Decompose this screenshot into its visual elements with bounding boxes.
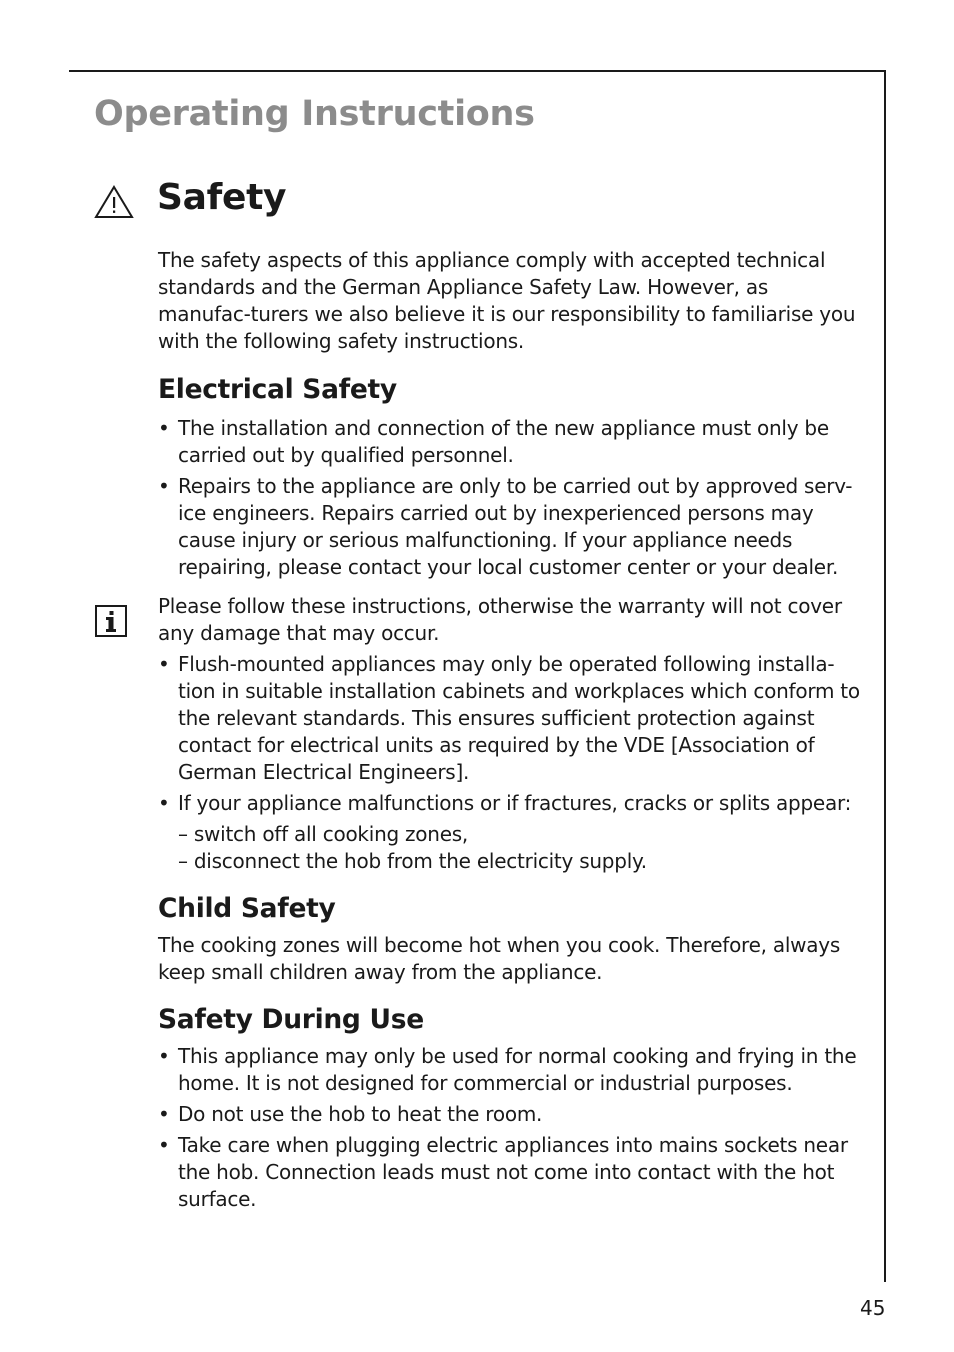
electrical-safety-list-2 bbox=[158, 651, 864, 817]
electrical-safety-heading: Electrical Safety bbox=[158, 374, 397, 405]
list-item: • Do not use the hob to heat the room. bbox=[158, 1101, 864, 1128]
child-safety-heading: Child Safety bbox=[158, 893, 336, 924]
step-item: – switch off all cooking zones, bbox=[178, 822, 469, 846]
safety-during-use-heading: Safety During Use bbox=[158, 1004, 424, 1035]
warning-triangle-icon bbox=[94, 185, 134, 219]
intro-text: The safety aspects of this appliance comply with accepted technical standards and the German Appliance Safety Law. However, as manufac-turers we also believe it is our responsibility to familiarise you with the following safety instructions. bbox=[158, 248, 856, 353]
right-rule bbox=[884, 70, 886, 1282]
list-item: • This appliance may only be used for normal cooking and frying in the home. It is not designed for commercial or industrial purposes. bbox=[158, 1043, 864, 1097]
page-number: 45 bbox=[860, 1296, 886, 1320]
list-item: • The installation and connection of the new appliance must only be carried out by qualified personnel. bbox=[158, 415, 864, 469]
child-safety-text: The cooking zones will become hot when you cook. Therefore, always keep small children away from the appliance. bbox=[158, 933, 841, 984]
step-item: – disconnect the hob from the electricity supply. bbox=[178, 849, 647, 873]
info-icon bbox=[95, 605, 127, 637]
top-rule bbox=[69, 70, 886, 72]
section-title: Safety bbox=[157, 177, 287, 218]
list-item: • Repairs to the appliance are only to be carried out by approved serv-ice engineers. Repairs carried out by inexperienced persons may cause injury or serious malfunctioning. If your appliance needs repairing, please contact your local customer center or your dealer. bbox=[158, 473, 864, 581]
warranty-note: Please follow these instructions, otherwise the warranty will not cover any damage that may occur. bbox=[158, 594, 842, 645]
list-item-text: If your appliance malfunctions or if fractures, cracks or splits appear: bbox=[178, 791, 852, 815]
page-title: Operating Instructions bbox=[94, 94, 535, 134]
main-content bbox=[158, 247, 864, 1217]
malfunction-steps bbox=[158, 821, 864, 875]
safety-during-use-list bbox=[158, 1043, 864, 1213]
list-item: • Take care when plugging electric appliances into mains sockets near the hob. Connection leads must not come into contact with the hot surface. bbox=[158, 1132, 864, 1213]
list-item bbox=[158, 790, 864, 817]
electrical-safety-list bbox=[158, 415, 864, 581]
list-item: • Flush-mounted appliances may only be operated following installa-tion in suitable installation cabinets and workplaces which conform to the relevant standards. This ensures sufficient protection against contact for electrical units as required by the VDE [Association of German Electrical Engineers]. bbox=[158, 651, 864, 786]
